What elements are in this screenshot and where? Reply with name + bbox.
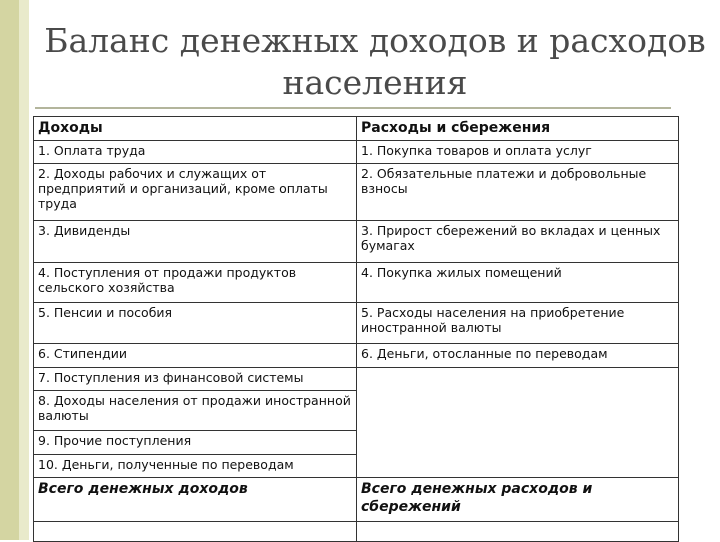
- table-row-blank: [34, 522, 679, 542]
- table-row: [34, 221, 679, 263]
- income-cell: 1. Оплата труда: [34, 141, 357, 164]
- slide-title: Баланс денежных доходов и расходов населения: [44, 21, 706, 102]
- expense-cell: 2. Обязательные платежи и добровольные взносы: [357, 164, 679, 221]
- income-cell: 7. Поступления из финансовой системы: [34, 368, 357, 391]
- title-divider: [35, 107, 671, 109]
- table-row: [34, 368, 679, 391]
- table-row: [34, 164, 679, 221]
- expenses-column-header: Расходы и сбережения: [357, 117, 679, 141]
- expense-cell: 1. Покупка товаров и оплата услуг: [357, 141, 679, 164]
- income-cell: 4. Поступления от продажи продуктов сельского хозяйства: [34, 263, 357, 303]
- income-cell: 8. Доходы населения от продажи иностранной валюты: [34, 391, 357, 431]
- blank-cell: [34, 522, 357, 542]
- expense-cell: 4. Покупка жилых помещений: [357, 263, 679, 303]
- expense-cell: 3. Прирост сбережений во вкладах и ценных бумагах: [357, 221, 679, 263]
- expense-cell: 6. Деньги, отосланные по переводам: [357, 344, 679, 368]
- total-income-cell: Всего денежных доходов: [34, 478, 357, 522]
- table-row: [34, 141, 679, 164]
- table-row: [34, 344, 679, 368]
- table-row: [34, 303, 679, 344]
- income-cell: 5. Пенсии и пособия: [34, 303, 357, 344]
- income-cell: 9. Прочие поступления: [34, 431, 357, 455]
- total-expenses-cell: Всего денежных расходов и сбережений: [357, 478, 679, 522]
- slide-side-bar-dark: [0, 0, 19, 540]
- income-cell: 3. Дивиденды: [34, 221, 357, 263]
- table-row: [34, 263, 679, 303]
- expense-cell: 5. Расходы населения на приобретение иностранной валюты: [357, 303, 679, 344]
- income-cell: 2. Доходы рабочих и служащих от предприятий и организаций, кроме оплаты труда: [34, 164, 357, 221]
- income-cell: 10. Деньги, полученные по переводам: [34, 455, 357, 478]
- blank-cell: [357, 522, 679, 542]
- balance-table: [33, 116, 679, 542]
- income-cell: 6. Стипендии: [34, 344, 357, 368]
- totals-row: [34, 478, 679, 522]
- slide-side-bar-light: [19, 0, 29, 540]
- expense-cell-empty: [357, 368, 679, 478]
- table-header-row: [34, 117, 679, 141]
- income-column-header: Доходы: [34, 117, 357, 141]
